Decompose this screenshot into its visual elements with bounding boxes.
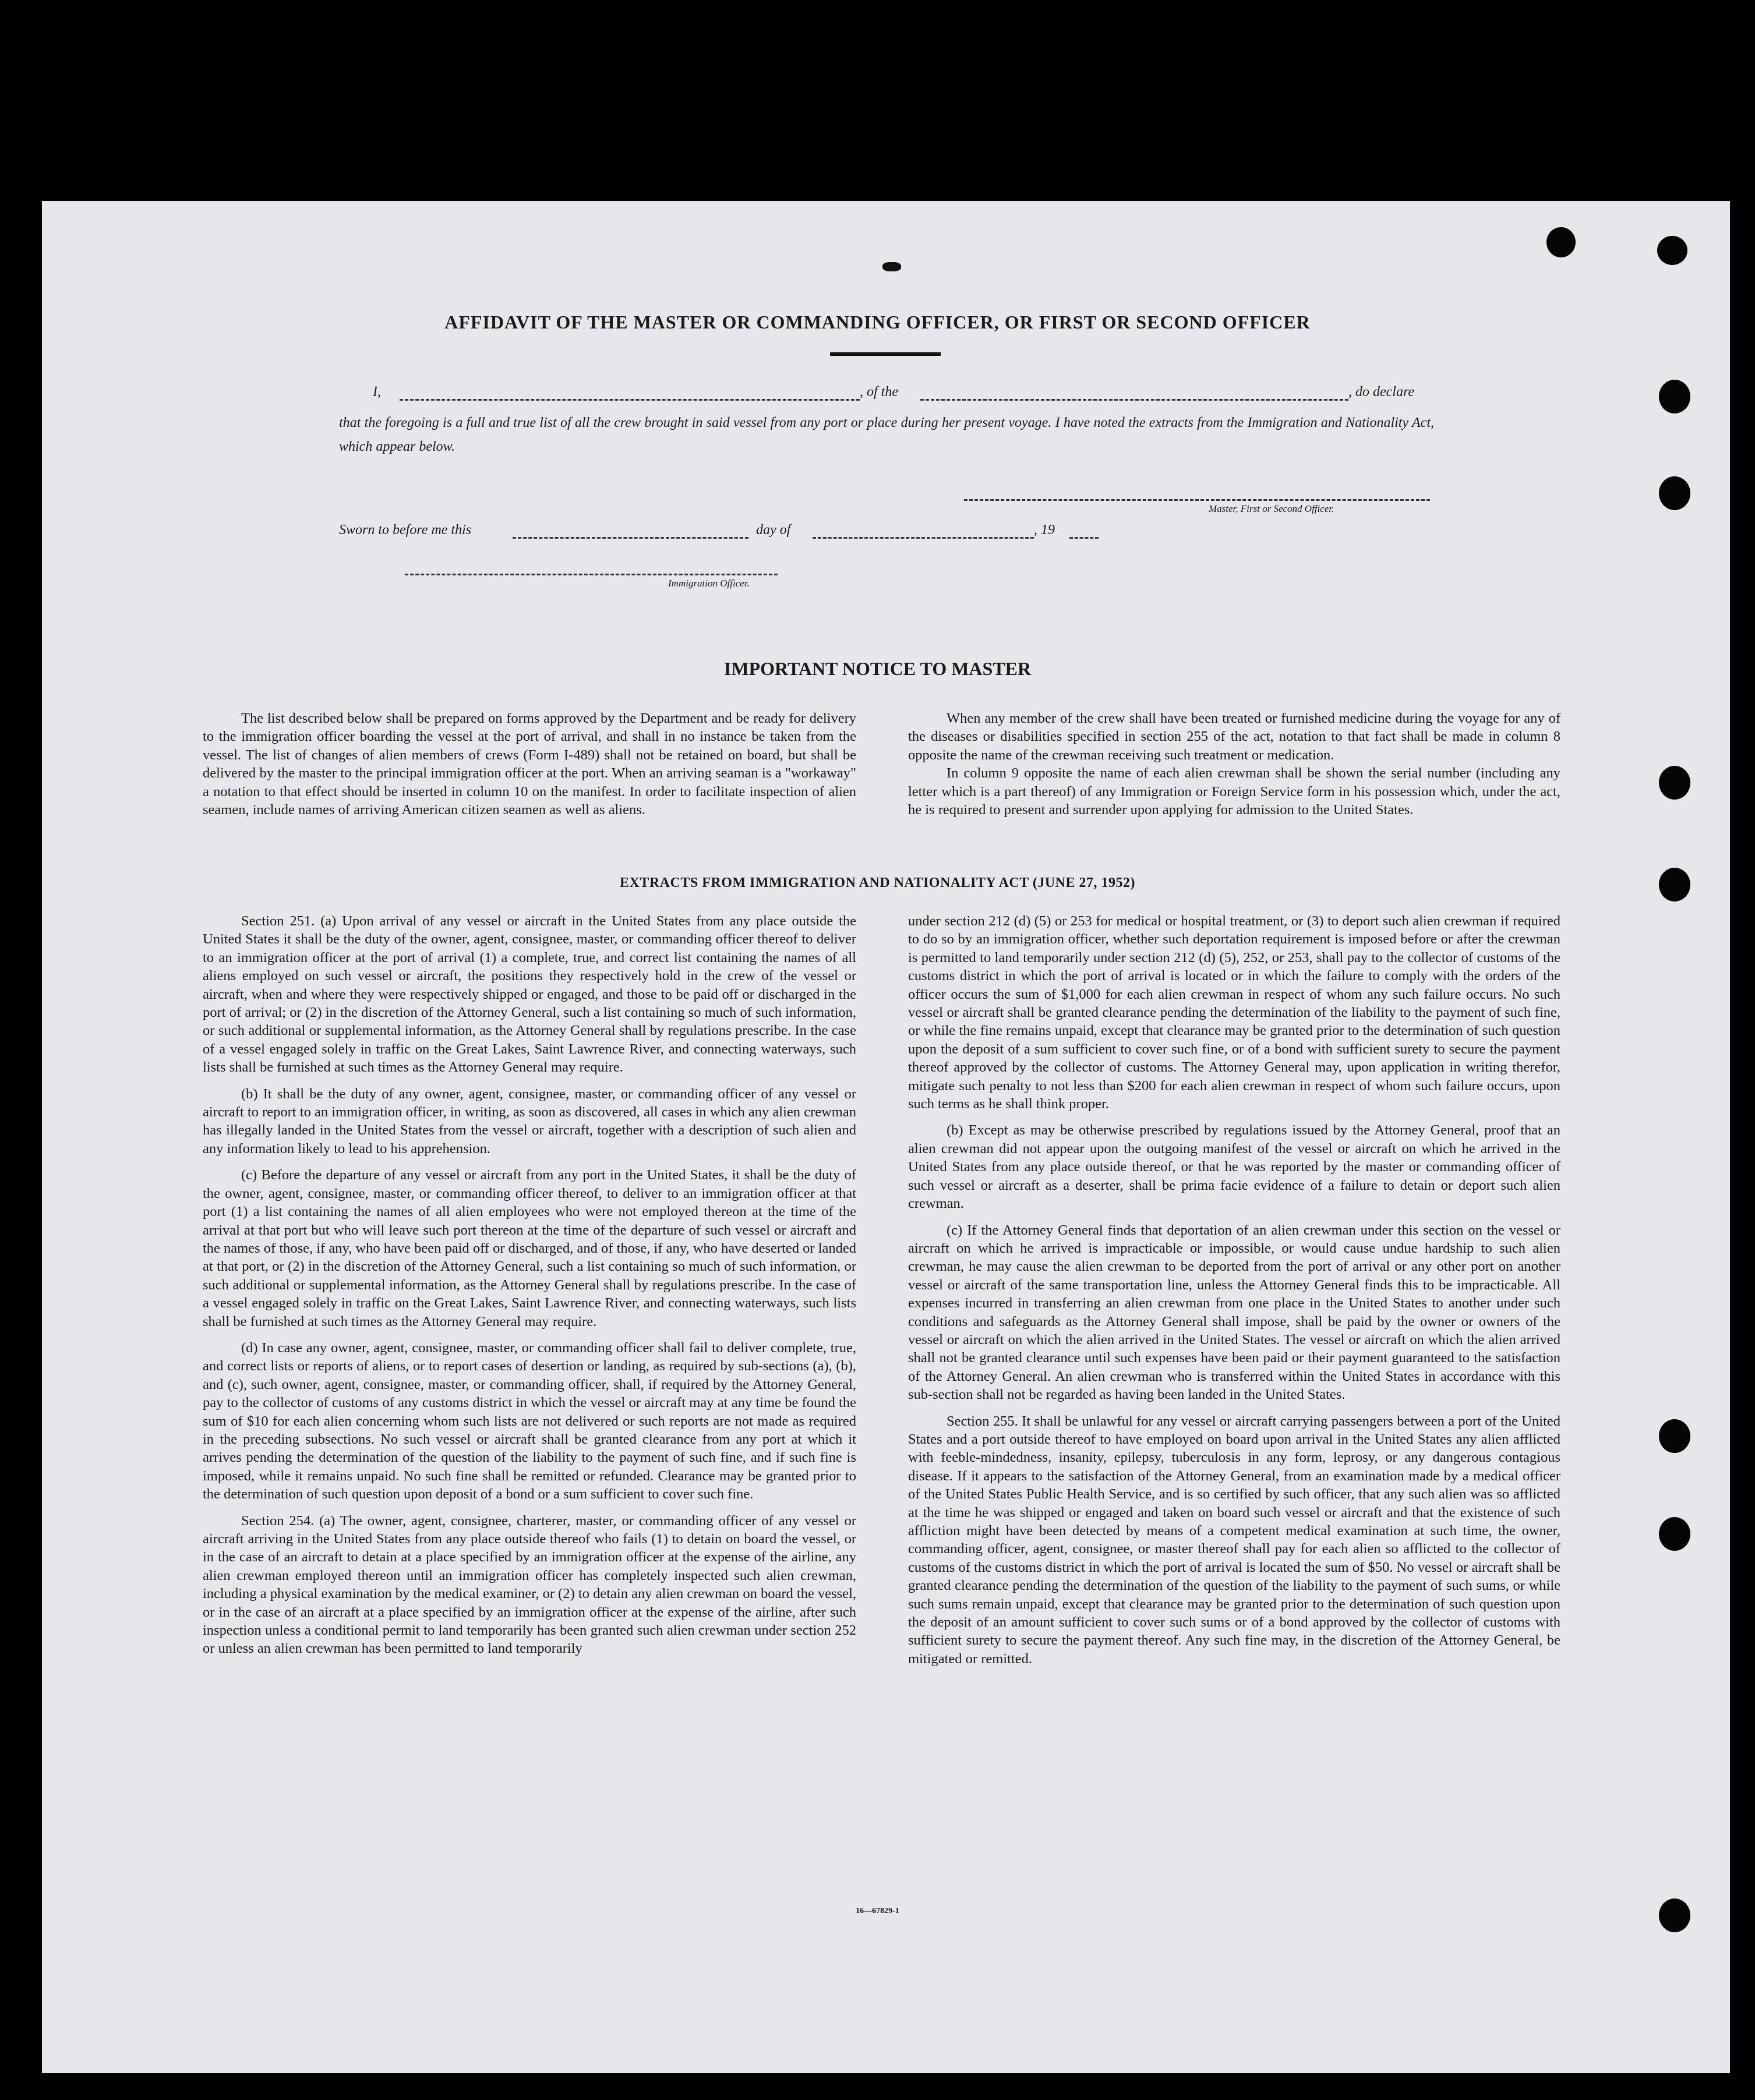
extracts-title: EXTRACTS FROM IMMIGRATION AND NATIONALITY ACT (JUNE 27, 1952) <box>620 875 1135 890</box>
punch-hole <box>1659 1517 1690 1551</box>
sworn-label: Sworn to before me this <box>339 522 472 538</box>
punch-hole <box>1659 476 1690 510</box>
affidavit-title: AFFIDAVIT OF THE MASTER OR COMMANDING OFFICER, OR FIRST OR SECOND OFFICER <box>444 312 1311 333</box>
i-label: I, <box>373 384 381 400</box>
punch-hole <box>1659 766 1690 800</box>
extracts-left-column <box>203 912 856 1658</box>
section-254-b: (b) Except as may be otherwise prescribed by regulations issued by the Attorney General, proof that an alien crewman did not appear upon the outgoing manifest of the vessel or aircraft on which he arrived in the United States from any place outside thereof, or that he was reported by the master or commanding officer of such vessel or aircraft as a deserter, shall be prima facie evidence of a failure to detain or deport such alien crewman. <box>908 1122 1560 1212</box>
section-254-a: Section 254. (a) The owner, agent, consignee, charterer, master, or commanding officer of any vessel or aircraft arriving in the United States from any place outside thereof who fails (1) to detain on board the vessel, or in the case of an aircraft to detain at a place specified by an immigration officer at the expense of the airline, any alien crewman employed thereon until an immigration officer has completely inspected such alien crewman, including a physical examination by the medical examiner, or (2) to detain any alien crewman on board the vessel, or in the case of an aircraft at a place specified by an immigration officer at the expense of the airline, after such inspection unless a conditional permit to land temporarily has been granted such alien crewman under section 252 or unless an alien crewman has been permitted to land temporarily <box>203 1512 856 1657</box>
notice-title: IMPORTANT NOTICE TO MASTER <box>723 658 1032 679</box>
section-254-a-continued: under section 212 (d) (5) or 253 for medical or hospital treatment, or (3) to deport such alien crewman if required to do so by an immigration officer, whether such deportation requirement is imposed before or after the crewman is permitted to land temporarily under section 212 (d) (5), 252, or 253, shall pay to the collector of customs of the customs district in which the port of arrival is located or in which the failure to comply with the orders of the officer occurs the sum of $1,000 for each alien crewman in respect of whom any such failure occurs. No such vessel or aircraft shall be granted clearance pending the determination of the liability to the payment of such fine, or while the fine remains unpaid, except that clearance may be granted prior to the determination of such question upon the deposit of a sum sufficient to cover such fine, or of a bond with sufficient surety to secure the payment thereof approved by the collector of customs. The Attorney General may, upon application in writing therefor, mitigate such penalty to not less than $200 for each alien crewman in respect of whom such failure occurs, upon such terms as he shall think proper. <box>908 913 1560 1112</box>
form-number: 16—67829-1 <box>856 1907 899 1915</box>
section-255: Section 255. It shall be unlawful for any vessel or aircraft carrying passengers between a port of the United States and a port outside thereof to have employed on board upon arrival in the United States any alien afflicted with feeble-mindedness, insanity, epilepsy, tuberculosis in any form, leprosy, or any dangerous contagious disease. If it appears to the satisfaction of the Attorney General, from an examination made by a medical officer of the United States Public Health Service, and is so certified by such officer, that any such alien was so afflicted at the time he was shipped or engaged and taken on board such vessel or aircraft and that the existence of such affliction might have been detected by means of a competent medical examination at such time, the owner, commanding officer, agent, consignee, or master thereof shall pay for each alien so afflicted to the collector of customs of the customs district in which the port of arrival is located the sum of $50. No vessel or aircraft shall be granted clearance pending the determination of the question of the liability to the payment of such sums, or while such sums remain unpaid, except that clearance may be granted prior to the determination of such question upon the deposit of an amount sufficient to cover such sums or of a bond approved by the collector of customs with sufficient surety to secure the payment thereof. Any such fine may, in the discretion of the Attorney General, be mitigated or remitted. <box>908 1413 1560 1667</box>
notice-right-column <box>908 709 1560 819</box>
ink-smudge <box>882 262 901 271</box>
vessel-blank[interactable] <box>920 399 1348 401</box>
sworn-year-blank[interactable] <box>1069 537 1099 539</box>
punch-hole <box>1657 236 1687 265</box>
section-251-a: Section 251. (a) Upon arrival of any vessel or aircraft in the United States from any place outside the United States it shall be the duty of the owner, agent, consignee, master, or commanding officer thereof to deliver to an immigration officer at the port of arrival (1) a complete, true, and correct list containing the names of all aliens employed on such vessel or aircraft, the positions they respectively hold in the crew of the vessel or aircraft, when and where they were respectively shipped or engaged, and those to be paid off or discharged in the port of arrival; or (2) in the discretion of the Attorney General, such a list containing so much of such information, or such additional or supplemental information, as the Attorney General shall by regulations prescribe. In the case of a vessel engaged solely in traffic on the Great Lakes, Saint Lawrence River, and connecting waterways, such lists shall be furnished at such times as the Attorney General may require. <box>203 913 856 1076</box>
immigration-officer-label: Immigration Officer. <box>668 578 750 589</box>
notice-left-column <box>203 709 856 819</box>
declaration-text: that the foregoing is a full and true list of all the crew brought in said vessel from any port or place during her present voyage. I have noted the extracts from the Immigration and Nationality Act, which appear below. <box>339 415 1434 454</box>
immigration-officer-line[interactable] <box>405 574 778 575</box>
year-label: , 19 <box>1034 522 1055 538</box>
of-the-label: , of the <box>860 384 898 400</box>
notice-paragraph: When any member of the crew shall have been treated or furnished medicine during the voyage for any of the diseases or disabilities specified in section 255 of the act, notation to that fact shall be made in column 8 opposite the name of the crewman receiving such treatment or medication. <box>908 710 1560 763</box>
name-blank[interactable] <box>400 399 860 401</box>
section-251-b: (b) It shall be the duty of any owner, agent, consignee, master, or commanding officer of any vessel or aircraft to report to an immigration officer, in writing, as soon as discovered, all cases in which any alien crewman has illegally landed in the United States from the vessel or aircraft, together with a description of such alien and any information likely to lead to his apprehension. <box>203 1086 856 1157</box>
section-251-c: (c) Before the departure of any vessel or aircraft from any port in the United States, it shall be the duty of the owner, agent, consignee, master, or commanding officer thereof, to deliver to an immigration officer at that port (1) a list containing the names of all alien employees who were not employed thereon at the time of the arrival at that port but who will leave such port thereon at the time of the departure of such vessel or aircraft and the names of those, if any, who have been paid off or discharged, and of those, if any, who have deserted or landed at that port, or (2) in the discretion of the Attorney General, such a list containing so much of such information, or such additional or supplemental information, as the Attorney General shall by regulations prescribe. In the case of a vessel engaged solely in traffic on the Great Lakes, Saint Lawrence River, and connecting waterways, such lists shall be furnished at such times as the Attorney General may require. <box>203 1167 856 1330</box>
section-254-c: (c) If the Attorney General finds that deportation of an alien crewman under this section on the vessel or aircraft on which he arrived is impracticable or impossible, or would cause undue hardship to such alien crewman, he may cause the alien crewman to be deported from the port of arrival or any other port on another vessel or aircraft of the same transportation line, unless the Attorney General finds this to be impracticable. All expenses incurred in transferring an alien crewman from one place in the United States to another under such conditions and safeguards as the Attorney General shall impose, shall be paid by the owner or owners of the vessel or aircraft on which the alien arrived in the United States. The vessel or aircraft on which the alien arrived shall not be granted clearance until such expenses have been paid or their payment guaranteed to the satisfaction of the Attorney General. An alien crewman who is transferred within the United States in accordance with this sub-section shall not be regarded as having been landed in the United States. <box>908 1222 1560 1403</box>
notice-paragraph: In column 9 opposite the name of each alien crewman shall be shown the serial number (including any letter which is a part thereof) of any Immigration or Foreign Service form in his possession which, under the act, he is required to present and surrender upon applying for admission to the United States. <box>908 765 1560 818</box>
punch-hole <box>1659 380 1690 413</box>
notice-paragraph: The list described below shall be prepared on forms approved by the Department and be ready for delivery to the immigration officer boarding the vessel at the port of arrival, and shall in no instance be taken from the vessel. The list of changes of alien members of crews (Form I-489) shall not be retained on board, but shall be delivered by the master to the principal immigration officer at the port. When an arriving seaman is a "workaway" a notation to that effect should be inserted in column 10 on the manifest. In order to facilitate inspection of alien seamen, include names of arriving American citizen seamen as well as aliens. <box>203 710 856 818</box>
day-of-label: day of <box>756 522 791 538</box>
master-signature-label: Master, First or Second Officer. <box>1209 503 1334 514</box>
master-signature-line[interactable] <box>964 499 1430 501</box>
punch-hole <box>1659 1419 1690 1453</box>
title-underline <box>830 352 941 356</box>
extracts-right-column <box>908 912 1560 1668</box>
sworn-month-blank[interactable] <box>813 537 1034 539</box>
section-251-d: (d) In case any owner, agent, consignee, master, or commanding officer shall fail to deliver complete, true, and correct lists or reports of aliens, or to report cases of desertion or landing, as required by sub-sections (a), (b), and (c), such owner, agent, consignee, master, or commanding officer, shall, if required by the Attorney General, pay to the collector of customs of any customs district in which the vessel or aircraft may at any time be found the sum of $10 for each alien concerning whom such lists are not delivered or such reports are not made as required in the preceding subsections. No such vessel or aircraft shall be granted clearance from any port at which it arrives pending the determination of the question of the liability to the payment of such fine, and if such fine is imposed, while it remains unpaid. No such fine shall be remitted or refunded. Clearance may be granted prior to the determination of such question upon deposit of a bond or a sum sufficient to cover such fine. <box>203 1339 856 1502</box>
punch-hole <box>1546 227 1576 257</box>
do-declare-label: , do declare <box>1348 384 1415 400</box>
sworn-day-blank[interactable] <box>513 537 748 539</box>
